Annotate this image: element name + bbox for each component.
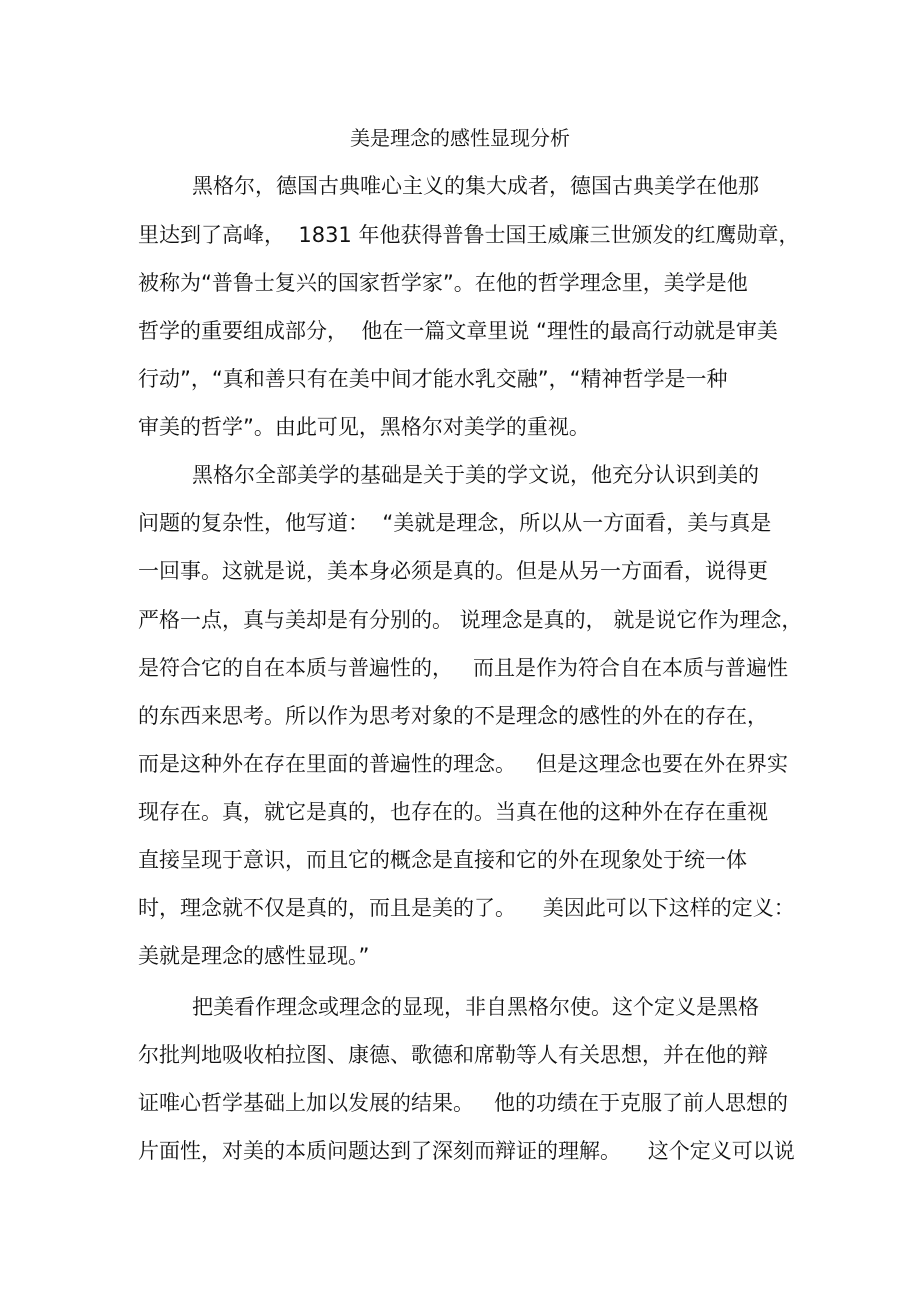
paragraph-line: 被称为“普鲁士复兴的国家哲学家”。在他的哲学理念里，美学是他: [138, 271, 748, 295]
paragraph-line: 问题的复杂性，他写道： “美就是理念，所以从一方面看，美与真是: [138, 511, 772, 535]
paragraph-line: 黑格尔全部美学的基础是关于美的学文说，他充分认识到美的: [192, 463, 759, 487]
paragraph-line: 证唯心哲学基础上加以发展的结果。 他的功绩在于克服了前人思想的: [138, 1091, 789, 1115]
paragraph-line: 现存在。真，就它是真的，也存在的。当真在他的这种外在存在重视: [138, 800, 768, 824]
paragraph-line: 尔批判地吸收柏拉图、康德、歌德和席勒等人有关思想，并在他的辩: [138, 1043, 768, 1067]
paragraph-line: 的东西来思考。所以作为思考对象的不是理念的感性的外在的存在，: [138, 704, 768, 728]
paragraph-line: 而是这种外在存在里面的普遍性的理念。 但是这理念也要在外在界实: [138, 752, 789, 776]
paragraph-line: 是符合它的自在本质与普遍性的， 而且是作为符合自在本质与普遍性: [138, 656, 789, 680]
document-title: 美是理念的感性显现分析: [350, 126, 570, 150]
paragraph-line: 直接呈现于意识，而且它的概念是直接和它的外在现象处于统一体: [138, 848, 747, 872]
paragraph-line: 行动”，“真和善只有在美中间才能水乳交融”，“精神哲学是一种: [138, 367, 728, 391]
paragraph-line: 严格一点，真与美却是有分别的。 说理念是真的， 就是说它作为理念，: [138, 608, 803, 632]
paragraph-line: 审美的哲学”。由此可见，黑格尔对美学的重视。: [138, 415, 590, 439]
paragraph-line: 美就是理念的感性显现。”: [138, 944, 370, 968]
paragraph-line: 黑格尔，德国古典唯心主义的集大成者，德国古典美学在他那: [192, 174, 759, 198]
paragraph-line: 一回事。这就是说，美本身必须是真的。但是从另一方面看，说得更: [138, 559, 768, 583]
paragraph-line: 哲学的重要组成部分， 他在一篇文章里说 “理性的最高行动就是审美: [138, 319, 778, 343]
paragraph-line: 片面性，对美的本质问题达到了深刻而辩证的理解。 这个定义可以说: [138, 1139, 795, 1163]
paragraph-line: 把美看作理念或理念的显现，非自黑格尔使。这个定义是黑格: [192, 995, 759, 1019]
paragraph-line: 时，理念就不仅是真的，而且是美的了。 美因此可以下这样的定义：: [138, 896, 795, 920]
paragraph-line: 里达到了高峰， 1831 年他获得普鲁士国王威廉三世颁发的红鹰勋章，: [138, 223, 800, 247]
